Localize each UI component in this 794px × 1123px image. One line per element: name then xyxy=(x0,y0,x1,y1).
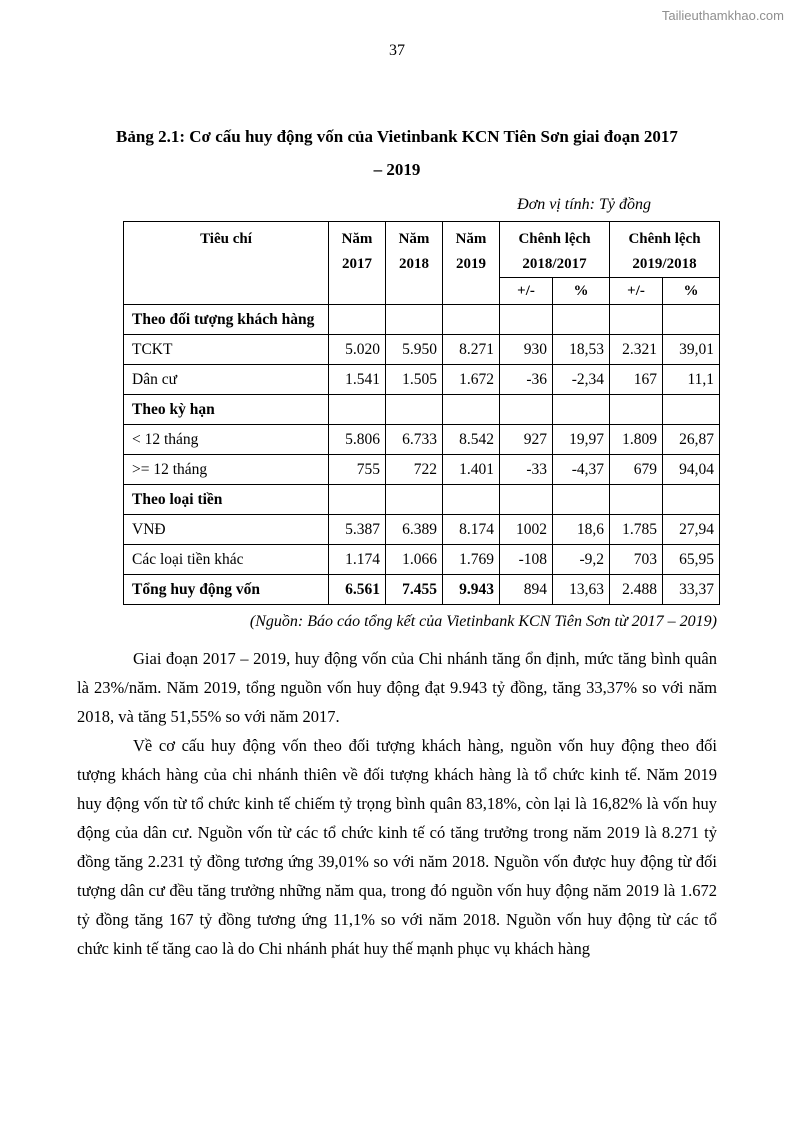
table-cell: 5.387 xyxy=(329,515,386,545)
table-cell: 1.541 xyxy=(329,365,386,395)
table-caption xyxy=(77,120,717,186)
table-cell: 2.488 xyxy=(610,575,663,605)
table-cell xyxy=(329,305,386,335)
table-cell: 8.271 xyxy=(443,335,500,365)
row-label: Dân cư xyxy=(124,365,329,395)
table-cell: 39,01 xyxy=(663,335,720,365)
table-cell: 1.505 xyxy=(386,365,443,395)
table-cell xyxy=(386,395,443,425)
table-cell: 930 xyxy=(500,335,553,365)
table-cell: 1.174 xyxy=(329,545,386,575)
paragraph-1: Giai đoạn 2017 – 2019, huy động vốn của Chi nhánh tăng ổn định, mức tăng bình quân là 23%/năm. Năm 2019, tổng nguồn vốn huy động đạt 9.943 tỷ đồng, tăng 33,37% so với năm 2018, và tăng 51,55% so với năm 2017. xyxy=(77,649,717,726)
table-cell: 1.401 xyxy=(443,455,500,485)
section-row xyxy=(124,395,720,425)
row-label: Theo kỳ hạn xyxy=(124,395,329,425)
table-cell: 1.809 xyxy=(610,425,663,455)
table-cell xyxy=(500,485,553,515)
table-cell: 927 xyxy=(500,425,553,455)
page-number: 37 xyxy=(389,42,405,59)
table-cell xyxy=(443,305,500,335)
section-row xyxy=(124,485,720,515)
row-label: Tổng huy động vốn xyxy=(124,575,329,605)
col-header-year-2018 xyxy=(386,222,443,305)
subcol-percent-2: % xyxy=(663,278,720,305)
table-cell: -108 xyxy=(500,545,553,575)
table-cell: -33 xyxy=(500,455,553,485)
table-cell: 11,1 xyxy=(663,365,720,395)
table-cell xyxy=(663,485,720,515)
table-row xyxy=(124,425,720,455)
row-label: TCKT xyxy=(124,335,329,365)
col-header-year-2019 xyxy=(443,222,500,305)
table-cell: -36 xyxy=(500,365,553,395)
table-cell: 8.174 xyxy=(443,515,500,545)
diff-value: 2018/2017 xyxy=(522,256,587,272)
table-cell: 5.950 xyxy=(386,335,443,365)
table-cell: 6.389 xyxy=(386,515,443,545)
table-cell: 703 xyxy=(610,545,663,575)
table-cell: 5.806 xyxy=(329,425,386,455)
diff-value: 2019/2018 xyxy=(632,256,697,272)
table-cell xyxy=(500,395,553,425)
mobilization-table xyxy=(123,221,720,605)
table-cell xyxy=(329,485,386,515)
table-cell xyxy=(329,395,386,425)
table-cell xyxy=(610,395,663,425)
table-cell: 6.733 xyxy=(386,425,443,455)
table-cell: 5.020 xyxy=(329,335,386,365)
total-row xyxy=(124,575,720,605)
table-body xyxy=(124,305,720,605)
table-row xyxy=(124,335,720,365)
table-row xyxy=(124,365,720,395)
table-cell xyxy=(443,395,500,425)
row-label: Các loại tiền khác xyxy=(124,545,329,575)
table-row xyxy=(124,545,720,575)
table-row xyxy=(124,455,720,485)
watermark: Tailieuthamkhao.com xyxy=(661,8,784,23)
table-cell: 894 xyxy=(500,575,553,605)
table-cell: 8.542 xyxy=(443,425,500,455)
table-cell xyxy=(553,305,610,335)
row-label: Theo loại tiền xyxy=(124,485,329,515)
row-label: Theo đối tượng khách hàng xyxy=(124,305,329,335)
table-cell: 27,94 xyxy=(663,515,720,545)
header-row-1 xyxy=(124,222,720,278)
table-cell xyxy=(663,395,720,425)
row-label: < 12 tháng xyxy=(124,425,329,455)
table-cell xyxy=(553,395,610,425)
table-cell: -4,37 xyxy=(553,455,610,485)
table-cell: 167 xyxy=(610,365,663,395)
diff-label: Chênh lệch xyxy=(628,231,701,247)
source-note: (Nguồn: Báo cáo tổng kết của Vietinbank KCN Tiên Sơn từ 2017 – 2019) xyxy=(249,613,717,630)
table-cell: 18,53 xyxy=(553,335,610,365)
table-cell: 65,95 xyxy=(663,545,720,575)
table-cell xyxy=(386,485,443,515)
table-cell xyxy=(386,305,443,335)
year-label: Năm xyxy=(341,231,373,247)
table-cell: -2,34 xyxy=(553,365,610,395)
table-cell: 1002 xyxy=(500,515,553,545)
col-header-diff-2019-2018 xyxy=(610,222,720,278)
table-cell xyxy=(553,485,610,515)
table-row xyxy=(124,515,720,545)
subcol-percent-1: % xyxy=(553,278,610,305)
section-row xyxy=(124,305,720,335)
paragraph-2: Về cơ cấu huy động vốn theo đối tượng khách hàng, nguồn vốn huy động theo đối tượng khách hàng của chi nhánh thiên về đối tượng khách hàng là tổ chức kinh tế. Năm 2019 huy động vốn từ tổ chức kinh tế chiếm tỷ trọng bình quân 83,18%, còn lại là 16,82% là vốn huy động của dân cư. Nguồn vốn từ các tổ chức kinh tế có tăng trưởng trong năm 2019 là 8.271 tỷ đồng tăng 2.231 tỷ đồng tương ứng 39,01% so với năm 2018. Nguồn vốn được huy động từ đối tượng dân cư đều tăng trưởng những năm qua, trong đó nguồn vốn huy động năm 2019 là 1.672 tỷ đồng tăng 167 tỷ đồng tương ứng 11,1% so với năm 2018. Nguồn vốn huy động từ các tổ chức kinh tế tăng cao là do Chi nhánh phát huy thế mạnh phục vụ khách hàng xyxy=(77,736,717,958)
table-cell: 1.785 xyxy=(610,515,663,545)
unit-note: Đơn vị tính: Tỷ đồng xyxy=(517,196,651,213)
col-header-diff-2018-2017 xyxy=(500,222,610,278)
year-label: Năm xyxy=(455,231,487,247)
col-header-year-2017 xyxy=(329,222,386,305)
table-cell xyxy=(610,485,663,515)
table-caption-line2: – 2019 xyxy=(373,160,421,179)
table-cell: 7.455 xyxy=(386,575,443,605)
table-cell: 19,97 xyxy=(553,425,610,455)
table-cell: 9.943 xyxy=(443,575,500,605)
table-cell: 2.321 xyxy=(610,335,663,365)
table-cell: 26,87 xyxy=(663,425,720,455)
year-value: 2018 xyxy=(399,256,429,272)
table-cell: -9,2 xyxy=(553,545,610,575)
table-cell xyxy=(500,305,553,335)
table-cell xyxy=(443,485,500,515)
row-label: >= 12 tháng xyxy=(124,455,329,485)
table-caption-line1: Bảng 2.1: Cơ cấu huy động vốn của Vietinbank KCN Tiên Sơn giai đoạn 2017 xyxy=(116,127,678,146)
table-cell xyxy=(610,305,663,335)
table-cell: 18,6 xyxy=(553,515,610,545)
year-value: 2017 xyxy=(342,256,372,272)
table-cell: 755 xyxy=(329,455,386,485)
table-cell: 1.769 xyxy=(443,545,500,575)
table-cell xyxy=(663,305,720,335)
year-value: 2019 xyxy=(456,256,486,272)
table-cell: 1.066 xyxy=(386,545,443,575)
table-cell: 13,63 xyxy=(553,575,610,605)
table-cell: 722 xyxy=(386,455,443,485)
table-cell: 33,37 xyxy=(663,575,720,605)
table-cell: 679 xyxy=(610,455,663,485)
subcol-plus-minus-2: +/- xyxy=(610,278,663,305)
col-header-criteria: Tiêu chí xyxy=(124,222,329,305)
year-label: Năm xyxy=(398,231,430,247)
diff-label: Chênh lệch xyxy=(518,231,591,247)
table-cell: 1.672 xyxy=(443,365,500,395)
subcol-plus-minus-1: +/- xyxy=(500,278,553,305)
table-cell: 6.561 xyxy=(329,575,386,605)
page-content xyxy=(77,120,717,963)
table-cell: 94,04 xyxy=(663,455,720,485)
row-label: VNĐ xyxy=(124,515,329,545)
